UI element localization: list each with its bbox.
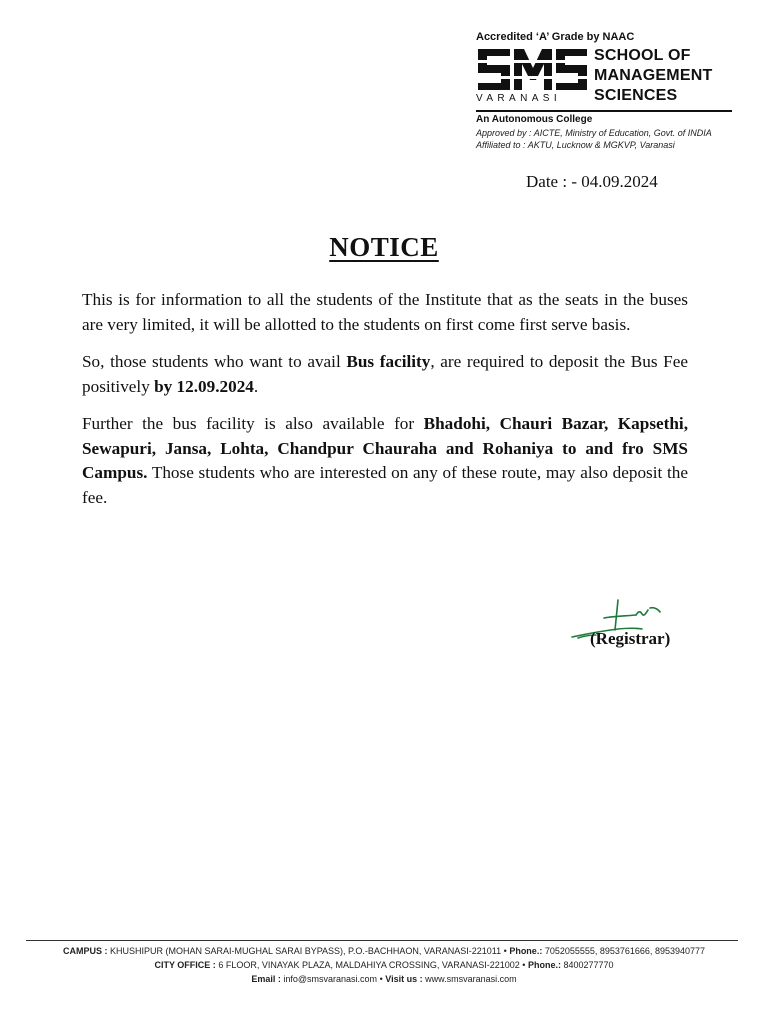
text-run: , are required to deposit the Bus Fee positively xyxy=(82,352,688,396)
footer-campus-line xyxy=(0,944,768,958)
logo-block xyxy=(476,44,738,108)
deadline-emphasis: by 12.09.2024 xyxy=(154,376,254,396)
website-label: Visit us : xyxy=(385,974,423,984)
email-address: info@smsvaranasi.com xyxy=(283,974,378,984)
signature-block xyxy=(566,596,696,656)
email-label: Email : xyxy=(251,974,281,984)
paragraph-info: This is for information to all the students of the Institute that as the seats in the buses are very limited, it will be allotted to the students on first come first serve basis. xyxy=(82,290,688,334)
school-name-line: SCIENCES xyxy=(594,87,678,104)
city-office-phone: 8400277770 xyxy=(563,960,614,970)
header-divider xyxy=(476,110,732,112)
bullet-separator: • xyxy=(379,974,383,984)
notice-title-text: NOTICE xyxy=(329,232,439,262)
school-name-line: MANAGEMENT xyxy=(594,67,713,84)
autonomous-text: An Autonomous College xyxy=(476,114,593,125)
footer-contact-line xyxy=(0,972,768,986)
notice-date: Date : - 04.09.2024 xyxy=(526,172,658,191)
logo-city-text: VARANASI xyxy=(476,93,562,104)
affiliated-to-text: Affiliated to : AKTU, Lucknow & MGKVP, Varanasi xyxy=(476,140,675,150)
letterhead xyxy=(476,30,738,151)
footer xyxy=(0,944,768,986)
text-run: So, those students who want to avail xyxy=(82,352,347,371)
campus-label: CAMPUS : xyxy=(63,946,108,956)
bullet-separator: • xyxy=(522,960,526,970)
accreditation-text: Accredited ‘A’ Grade by NAAC xyxy=(476,31,635,43)
bus-facility-emphasis: Bus facility xyxy=(346,352,431,371)
footer-city-line xyxy=(0,958,768,972)
city-office-label: CITY OFFICE : xyxy=(154,960,216,970)
registrar-label: (Registrar) xyxy=(590,629,671,648)
paragraph-deposit xyxy=(82,350,688,399)
school-name-line: SCHOOL OF xyxy=(594,47,691,64)
notice-body xyxy=(82,288,688,523)
text-run: . xyxy=(253,376,259,396)
website-url: www.smsvaranasi.com xyxy=(425,974,517,984)
text-run: Those students who are interested on any of these route, may also deposit the fee. xyxy=(82,463,688,507)
text-run: Further the bus facility is also available for xyxy=(82,414,424,433)
city-office-address: 6 FLOOR, VINAYAK PLAZA, MALDAHIYA CROSSING, VARANASI-221002 xyxy=(218,960,520,970)
bullet-separator: • xyxy=(503,946,507,956)
footer-divider xyxy=(26,940,738,941)
campus-address: KHUSHIPUR (MOHAN SARAI-MUGHAL SARAI BYPASS), P.O.-BACHHAON, VARANASI-221011 xyxy=(110,946,502,956)
routes-emphasis: Bhadohi, Chauri Bazar, Kapsethi, Sewapuri, Jansa, Lohta, Chandpur Chauraha and Rohaniya to and fro SMS Campus. xyxy=(82,414,688,482)
phone-label: Phone.: xyxy=(509,946,543,956)
campus-phone: 7052055555, 8953761666, 8953940777 xyxy=(544,946,705,956)
paragraph-routes xyxy=(82,412,688,510)
notice-title xyxy=(0,232,768,263)
phone-label: Phone.: xyxy=(527,960,561,970)
school-name xyxy=(594,46,712,106)
sms-logo-icon xyxy=(476,46,588,92)
approved-by-text: Approved by : AICTE, Ministry of Education, Govt. of INDIA xyxy=(476,128,712,138)
